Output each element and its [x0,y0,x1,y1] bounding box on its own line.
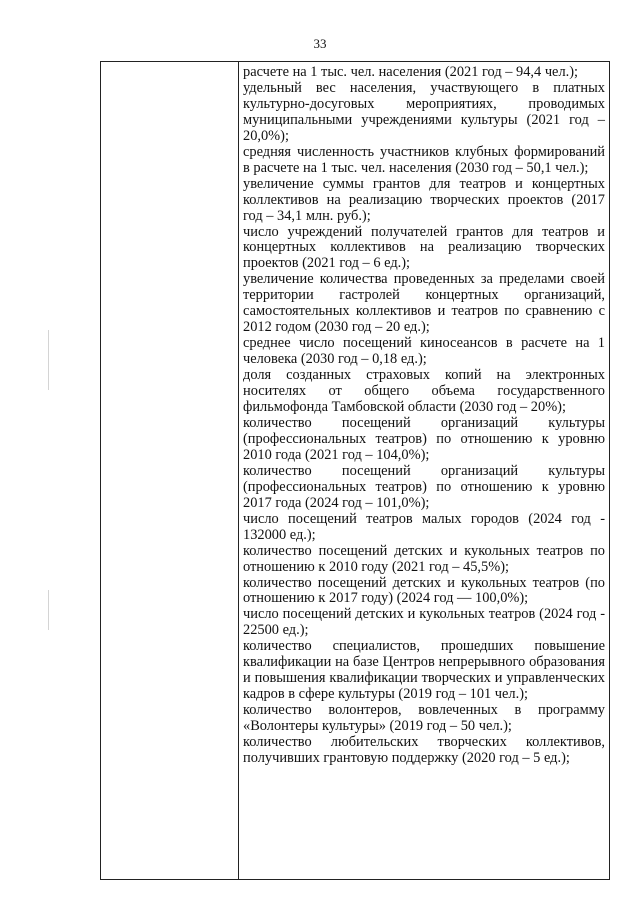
list-item: расчете на 1 тыс. чел. населения (2021 год – 94,4 чел.); [243,64,579,80]
indicator-table [100,61,610,880]
list-item: число посещений театров малых городов (2024 год - 132000 ед.); [243,510,605,543]
list-item: доля созданных страховых копий на электронных носителях от общего объема государственного фильмофонда Тамбовской области (2030 год – 20%); [243,367,605,416]
list-item: среднее число посещений киносеансов в расчете на 1 человека (2030 год – 0,18 ед.); [243,335,605,368]
list-item: количество любительских творческих коллективов, получивших грантовую поддержку (2020 год – 5 ед.); [243,734,605,766]
list-item: количество посещений детских и кукольных театров (по отношению к 2017 году) (2024 год — 100,0%); [243,574,605,607]
list-item: увеличение суммы грантов для театров и концертных коллективов на реализацию творческих проектов (2017 год – 34,1 млн. руб.); [243,175,605,224]
list-item: количество посещений организаций культуры (профессиональных театров) по отношению к уровню 2010 года (2021 год – 104,0%); [243,414,605,463]
indicator-list [243,65,605,767]
list-item: количество посещений организаций культуры (профессиональных театров) по отношению к уровню 2017 года (2024 год – 101,0%); [243,462,605,511]
list-item: увеличение количества проведенных за пределами своей территории гастролей концертных организаций, самостоятельных коллективов и театров по сравнению с 2012 годом (2030 год – 20 ед.); [243,271,605,336]
list-item: количество посещений детских и кукольных театров по отношению к 2010 году (2021 год – 45,5%); [243,542,605,575]
scan-artifact-line [48,330,49,390]
list-item: средняя численность участников клубных формирований в расчете на 1 тыс. чел. населения (2030 год – 50,1 чел.); [243,143,605,176]
scan-artifact-line [48,590,49,630]
list-item: число учреждений получателей грантов для театров и концертных коллективов на реализацию творческих проектов (2021 год – 6 ед.); [243,223,605,272]
column-divider [238,62,239,879]
list-item: удельный вес населения, участвующего в платных культурно-досуговых мероприятиях, проводимых муниципальными учреждениями культуры (2021 год – 20,0%); [243,79,605,144]
list-item: количество волонтеров, вовлеченных в программу «Волонтеры культуры» (2019 год – 50 чел.); [243,702,605,735]
list-item: количество специалистов, прошедших повышение квалификации на базе Центров непрерывного образования и повышения квалификации творческих и управленческих кадров в сфере культуры (2019 год – 101 чел.); [243,638,605,703]
page-number: 33 [313,36,327,51]
list-item: число посещений детских и кукольных театров (2024 год - 22500 ед.); [243,606,605,639]
